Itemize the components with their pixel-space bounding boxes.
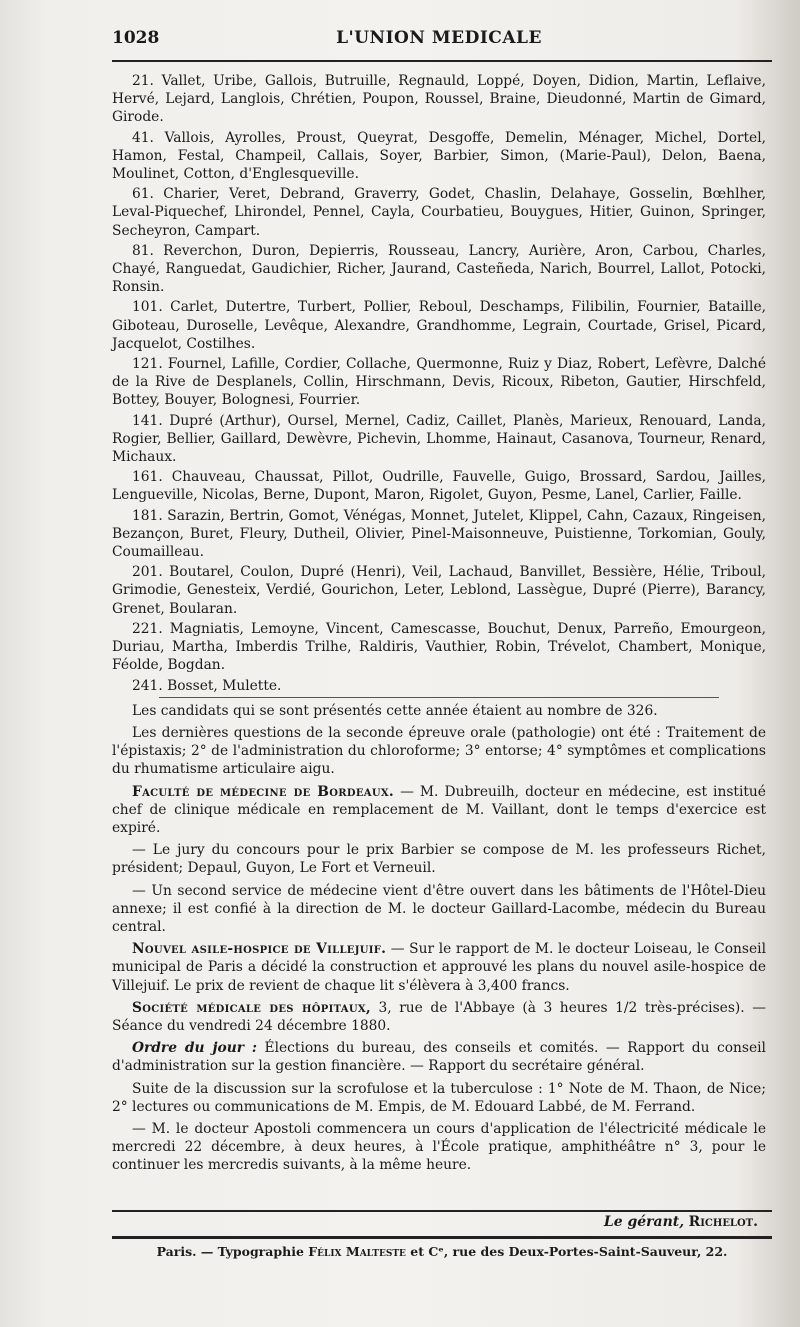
service-paragraph: — Un second service de médecine vient d'être ouvert dans les bâtiments de l'Hôtel-Dieu annexe; il est confié à la direction de M. le docteur Gaillard-Lacombe, médecin du Bureau central. <box>112 882 766 935</box>
candidate-list-161: 161. Chauveau, Chaussat, Pillot, Oudrille, Fauvelle, Guigo, Brossard, Sardou, Jailles, Lengueville, Nicolas, Berne, Dupont, Maron, Rigolet, Guyon, Pesme, Lanel, Carlier, Faille. <box>112 469 766 504</box>
gerant-signature <box>604 1214 758 1230</box>
suite-paragraph: Suite de la discussion sur la scrofulose et la tuberculose : 1° Note de M. Thaon, de Nice; 2° lectures ou communications de M. Empis, de M. Edouard Labbé, de M. Ferrand. <box>112 1080 766 1115</box>
societe-paragraph <box>112 999 766 1035</box>
candidate-list-41: 41. Vallois, Ayrolles, Proust, Queyrat, Desgoffe, Demelin, Ménager, Michel, Dortel, Hamon, Festal, Champeil, Callais, Soyer, Barbier, Simon, (Marie-Paul), Delon, Baena, Moulinet, Cotton, d'Englesqueville. <box>112 129 766 183</box>
imprint-start: Paris. — Typographie <box>156 1244 309 1259</box>
page-number: 1028 <box>112 28 160 48</box>
ordre-heading: Ordre du jour : <box>132 1040 258 1057</box>
footer-rule <box>112 1210 772 1212</box>
bordeaux-text: — M. Dubreuilh, docteur en médecine, est institué chef de clinique médicale en remplacement de M. Vaillant, dont le temps d'exercice est expiré. <box>112 783 766 836</box>
gerant-name: Richelot. <box>688 1214 758 1230</box>
candidate-list-241: 241. Bosset, Mulette. <box>132 677 282 694</box>
candidate-list-21: 21. Vallet, Uribe, Gallois, Butruille, Regnauld, Loppé, Doyen, Didion, Martin, Leflaive, Hervé, Lejard, Langlois, Chrétien, Poupon, Roussel, Braine, Dieudonné, Martin de Gimard, Girode. <box>112 73 766 126</box>
candidate-list-101: 101. Carlet, Dutertre, Turbert, Pollier, Reboul, Deschamps, Filibilin, Fournier, Bataille, Giboteau, Duroselle, Levêque, Alexandre, Grandhomme, Legrain, Courtade, Grisel, Picard, Jacquelot, Costilhes. <box>112 299 766 352</box>
article-body <box>112 72 766 1179</box>
page-header <box>112 28 766 54</box>
ordre-paragraph <box>112 1039 766 1075</box>
societe-heading: Société médicale des hôpitaux, <box>132 999 372 1016</box>
candidate-list-221: 221. Magniatis, Lemoyne, Vincent, Camescasse, Bouchut, Denux, Parreño, Emourgeon, Duriau, Martha, Imberdis Trilhe, Raldiris, Vauthier, Robin, Trévelot, Chambert, Monique, Féolde, Bogdan. <box>112 620 766 674</box>
candidate-list-121: 121. Fournel, Lafille, Cordier, Collache, Quermonne, Ruiz y Diaz, Robert, Lefèvre, Dalché de la Rive de Desplanels, Collin, Hirschmann, Devis, Ricoux, Ribeton, Gautier, Hirschfeld, Bottey, Bouyer, Bolognesi, Fourrier. <box>112 356 766 409</box>
ordre-text: Élections du bureau, des conseils et comités. — Rapport du conseil d'administration sur la gestion financière. — Rapport du secrétaire général. <box>112 1040 766 1075</box>
list-separator <box>159 697 719 698</box>
running-head: L'UNION MEDICALE <box>336 28 542 48</box>
apostoli-paragraph: — M. le docteur Apostoli commencera un cours d'application de l'électricité médicale le mercredi 22 décembre, à deux heures, à l'École pratique, amphithéâtre n° 3, pour le continuer les mercredis suivants, à la même heure. <box>112 1120 766 1174</box>
header-rule <box>112 60 772 62</box>
exam-questions-paragraph: Les dernières questions de la seconde épreuve orale (pathologie) ont été : Traitement de l'épistaxis; 2° de l'administration du chloroforme; 3° entorse; 4° symptômes et complications du rhumatisme articulaire aigu. <box>112 724 766 778</box>
imprint-name: Félix Malteste <box>308 1244 406 1259</box>
bordeaux-heading: Faculté de médecine de Bordeaux. <box>132 783 395 800</box>
candidates-count-paragraph: Les candidats qui se sont présentés cette année étaient au nombre de 326. <box>132 702 658 719</box>
candidate-list-61: 61. Charier, Veret, Debrand, Graverry, Godet, Chaslin, Delahaye, Gosselin, Bœhlher, Leval-Piquechef, Lhirondel, Pennel, Cayla, Courbatieu, Bouygues, Hitier, Guinon, Springer, Secheyron, Campart. <box>112 186 766 239</box>
candidate-list-81: 81. Reverchon, Duron, Depierris, Rousseau, Lancry, Aurière, Aron, Carbou, Charles, Chayé, Ranguedat, Gaudichier, Richer, Jaurand, Casteñeda, Narich, Bourrel, Lallot, Potocki, Ronsin. <box>112 242 766 296</box>
asile-paragraph <box>112 940 766 995</box>
candidate-list-201: 201. Boutarel, Coulon, Dupré (Henri), Veil, Lachaud, Banvillet, Bessière, Hélie, Triboul, Grimodie, Genesteix, Verdié, Gourichon, Leter, Leblond, Lassègue, Dupré (Pierre), Barancy, Grenet, Boularan. <box>112 564 766 617</box>
asile-heading: Nouvel asile-hospice de Villejuif. <box>132 941 387 958</box>
gerant-label: Le gérant, <box>603 1214 685 1230</box>
printer-imprint <box>112 1244 772 1259</box>
imprint-end: et Cᵉ, rue des Deux-Portes-Saint-Sauveur, 22. <box>405 1244 728 1259</box>
candidate-list-181: 181. Sarazin, Bertrin, Gomot, Vénégas, Monnet, Jutelet, Klippel, Cahn, Cazaux, Ringeisen, Bezançon, Buret, Fleury, Dutheil, Olivier, Pinel-Maisonneuve, Puistienne, Torkomian, Gouly, Coumailleau. <box>112 507 766 561</box>
societe-text: 3, rue de l'Abbaye (à 3 heures 1/2 très-précises). — Séance du vendredi 24 décembre 1880. <box>112 999 766 1034</box>
footer-rule-thick <box>112 1236 772 1239</box>
bordeaux-paragraph <box>112 783 766 838</box>
candidate-list-141: 141. Dupré (Arthur), Oursel, Mernel, Cadiz, Caillet, Planès, Marieux, Renouard, Landa, Rogier, Bellier, Gaillard, Dewèvre, Pichevin, Lhomme, Hainaut, Casanova, Tourneur, Renard, Michaux. <box>112 412 766 466</box>
jury-paragraph: — Le jury du concours pour le prix Barbier se compose de M. les professeurs Richet, président; Depaul, Guyon, Le Fort et Verneuil. <box>112 842 766 877</box>
asile-text: — Sur le rapport de M. le docteur Loiseau, le Conseil municipal de Paris a décidé la construction et approuvé les plans du nouvel asile-hospice de Villejuif. Le prix de revient de chaque lit s'élèvera à 3,400 francs. <box>112 941 766 994</box>
